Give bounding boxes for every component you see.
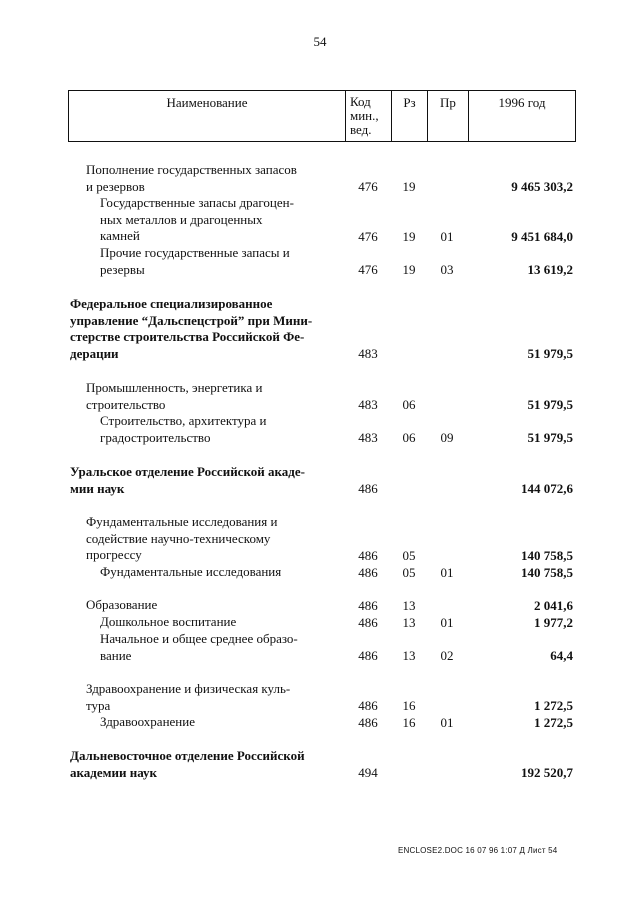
table-row (0, 380, 640, 413)
column-header-pr (427, 90, 469, 142)
row-kod: 486 (358, 614, 378, 630)
table-row (0, 464, 640, 497)
row-rz: 13 (402, 647, 416, 663)
row-pr: 01 (440, 614, 454, 630)
row-rz: 19 (402, 228, 416, 244)
table-row (0, 413, 640, 446)
row-kod: 486 (358, 547, 378, 563)
column-header-kod-label: Код мин., вед. (350, 94, 379, 137)
row-amount: 64,4 (550, 647, 573, 663)
row-amount: 51 979,5 (527, 345, 573, 361)
row-kod: 486 (358, 564, 378, 580)
row-rz: 06 (402, 396, 416, 412)
row-amount: 140 758,5 (521, 547, 573, 563)
table-row (0, 162, 640, 195)
column-header-kod (345, 90, 392, 142)
row-name: Федеральное специализированное управление “Дальспецстрой” при Мини- стерстве строительства Российской Фе- дерации (70, 296, 313, 361)
table-row (0, 564, 640, 581)
row-kod: 483 (358, 429, 378, 445)
row-amount: 1 272,5 (534, 714, 573, 730)
row-rz: 16 (402, 697, 416, 713)
row-pr: 09 (440, 429, 454, 445)
row-name: Пополнение государственных запасов и резервов (86, 162, 297, 194)
table-row (0, 614, 640, 631)
row-amount: 2 041,6 (534, 597, 573, 613)
row-amount: 9 465 303,2 (511, 178, 573, 194)
row-kod: 486 (358, 480, 378, 496)
row-rz: 13 (402, 614, 416, 630)
row-name: Здравоохранение и физическая куль- тура (86, 681, 291, 713)
row-name: Строительство, архитектура и градостроительство (100, 413, 267, 445)
row-amount: 13 619,2 (527, 261, 573, 277)
row-amount: 51 979,5 (527, 396, 573, 412)
row-rz: 05 (402, 547, 416, 563)
row-rz: 06 (402, 429, 416, 445)
row-name: Прочие государственные запасы и резервы (100, 245, 290, 277)
table-row (0, 714, 640, 731)
column-header-name-label: Наименование (166, 95, 248, 110)
row-kod: 486 (358, 597, 378, 613)
row-kod: 483 (358, 345, 378, 361)
row-amount: 1 272,5 (534, 697, 573, 713)
row-name: Уральское отделение Российской акаде- мии наук (70, 464, 305, 496)
page-number: 54 (313, 34, 327, 49)
column-header-year-label: 1996 год (498, 95, 546, 110)
row-rz: 19 (402, 261, 416, 277)
table-row (0, 296, 640, 362)
column-header-pr-label: Пр (440, 95, 456, 110)
table-row (0, 597, 640, 614)
row-kod: 494 (358, 764, 378, 780)
row-amount: 1 977,2 (534, 614, 573, 630)
row-pr: 01 (440, 714, 454, 730)
row-kod: 486 (358, 697, 378, 713)
row-amount: 144 072,6 (521, 480, 573, 496)
row-name: Фундаментальные исследования и содействие научно-техническому прогрессу (86, 514, 278, 562)
row-rz: 05 (402, 564, 416, 580)
row-name: Образование (86, 597, 158, 612)
row-name: Государственные запасы драгоцен- ных металлов и драгоценных камней (100, 195, 294, 243)
table-row (0, 514, 640, 564)
row-pr: 01 (440, 228, 454, 244)
column-header-rz-label: Рз (403, 95, 416, 110)
row-kod: 476 (358, 261, 378, 277)
column-header-rz (391, 90, 428, 142)
row-name: Промышленность, энергетика и строительство (86, 380, 263, 412)
document-footer: ENCLOSE2.DOC 16 07 96 1:07 Д Лист 54 (398, 846, 558, 855)
table-row (0, 748, 640, 781)
row-kod: 483 (358, 396, 378, 412)
row-kod: 486 (358, 714, 378, 730)
row-rz: 19 (402, 178, 416, 194)
row-amount: 51 979,5 (527, 429, 573, 445)
row-pr: 03 (440, 261, 454, 277)
table-row (0, 681, 640, 714)
row-pr: 02 (440, 647, 454, 663)
row-kod: 476 (358, 228, 378, 244)
row-amount: 140 758,5 (521, 564, 573, 580)
row-name: Здравоохранение (100, 714, 195, 729)
row-amount: 9 451 684,0 (511, 228, 573, 244)
row-rz: 16 (402, 714, 416, 730)
row-pr: 01 (440, 564, 454, 580)
row-name: Фундаментальные исследования (100, 564, 282, 579)
column-header-year (468, 90, 576, 142)
row-name: Начальное и общее среднее образо- вание (100, 631, 298, 663)
row-name: Дальневосточное отделение Российской академии наук (70, 748, 305, 780)
row-rz: 13 (402, 597, 416, 613)
table-row (0, 245, 640, 278)
row-amount: 192 520,7 (521, 764, 573, 780)
table-row (0, 631, 640, 664)
row-kod: 486 (358, 647, 378, 663)
column-header-name (68, 90, 346, 142)
table-row (0, 195, 640, 245)
row-name: Дошкольное воспитание (100, 614, 237, 629)
row-kod: 476 (358, 178, 378, 194)
